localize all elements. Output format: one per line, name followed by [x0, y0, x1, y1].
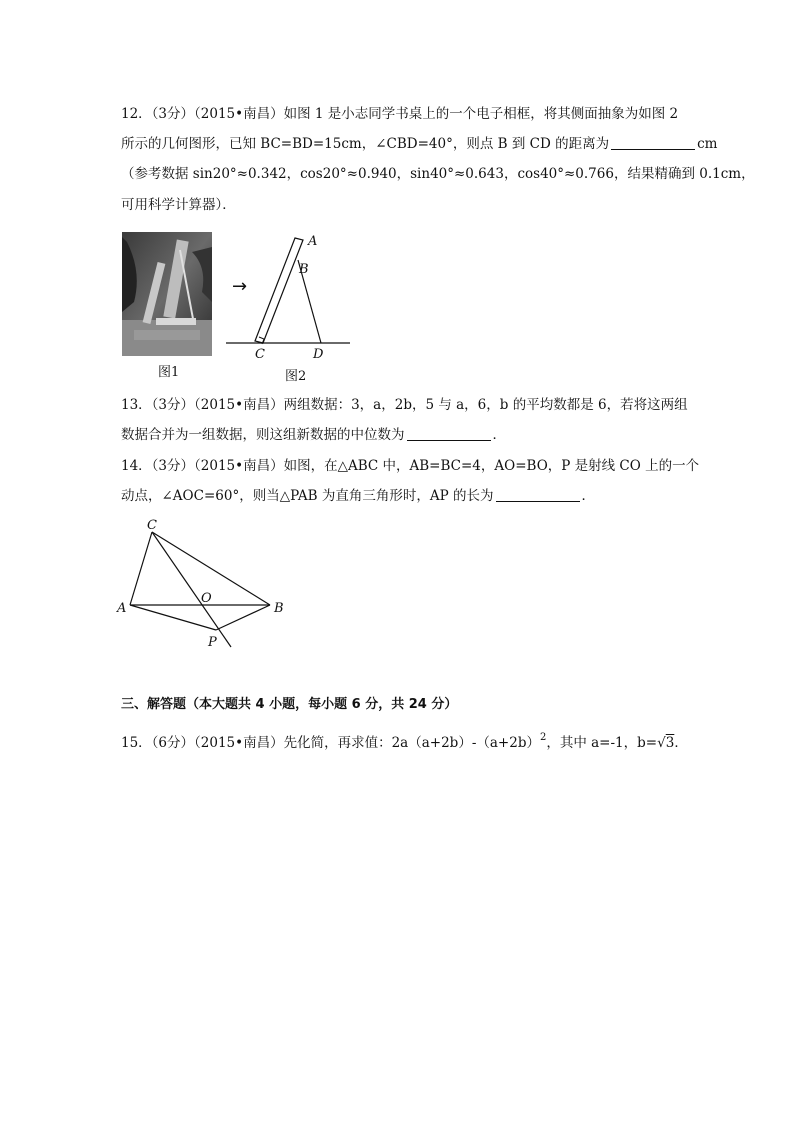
q15-line — [121, 733, 688, 755]
label-a: A — [308, 234, 318, 249]
label-b: B — [299, 262, 309, 277]
label-c: C — [147, 518, 157, 533]
q13-end: ． — [492, 427, 506, 443]
q13-line2 — [121, 425, 506, 445]
arrow-icon: → — [232, 276, 248, 297]
label-a: A — [117, 601, 127, 616]
q12-unit: cm — [697, 136, 718, 152]
answer-blank-12[interactable] — [611, 135, 695, 150]
q15-expression: 15．（6分）（2015•南昌）先化简，再求值：2a（a+2b）-（a+2b） — [121, 735, 540, 751]
fig2-caption: 图2 — [285, 369, 307, 384]
q14-line2 — [121, 486, 595, 506]
sqrt-argument: 3 — [665, 735, 675, 751]
fig1-caption: 图1 — [158, 365, 180, 380]
label-d: D — [313, 347, 324, 362]
photo-frame-image — [122, 232, 212, 356]
section-heading: 三、解答题（本大题共 4 小题，每小题 6 分，共 24 分） — [121, 697, 458, 712]
frame-board — [255, 238, 303, 343]
segment-ap — [130, 605, 216, 630]
label-b: B — [274, 601, 284, 616]
q14-line1: 14．（3分）（2015•南昌）如图，在△ABC 中，AB=BC=4，AO=BO，P 是射线 CO 上的一个 — [121, 458, 700, 474]
label-c: C — [255, 347, 265, 362]
segment-ca — [130, 532, 152, 605]
figure-2-diagram — [222, 228, 357, 368]
label-o: O — [201, 591, 212, 606]
q13-line2-text: 数据合并为一组数据，则这组新数据的中位数为 — [121, 427, 405, 443]
q14-line2-text: 动点，∠AOC=60°，则当△PAB 为直角三角形时，AP 的长为 — [121, 488, 494, 504]
q12-line1: 12．（3分）（2015•南昌）如图 1 是小志同学书桌上的一个电子相框，将其侧面抽象为如图 2 — [121, 106, 679, 122]
q14-end: ． — [581, 488, 596, 504]
label-p: P — [208, 635, 217, 650]
q12-line4: 可用科学计算器）． — [121, 197, 236, 213]
q12-line2 — [121, 134, 717, 154]
q15-values: ，其中 a=-1，b= — [546, 735, 658, 751]
q12-line3: （参考数据 sin20°≈0.342，cos20°≈0.940，sin40°≈0.643，cos40°≈0.766，结果精确到 0.1cm， — [121, 166, 755, 182]
q15-exponent: 2 — [539, 732, 547, 743]
q13-line1: 13．（3分）（2015•南昌）两组数据：3，a，2b，5 与 a，6，b 的平均数都是 6，若将这两组 — [121, 397, 688, 413]
segment-bp — [216, 605, 270, 630]
q15-end: ． — [674, 735, 688, 751]
sqrt-sign: √ — [657, 735, 666, 751]
ray-co — [152, 532, 231, 647]
answer-blank-13[interactable] — [407, 426, 491, 441]
q12-line2-text: 所示的几何图形，已知 BC=BD=15cm，∠CBD=40°，则点 B 到 CD 的距离为 — [121, 136, 610, 152]
answer-blank-14[interactable] — [496, 487, 580, 502]
triangle-diagram — [112, 514, 292, 654]
